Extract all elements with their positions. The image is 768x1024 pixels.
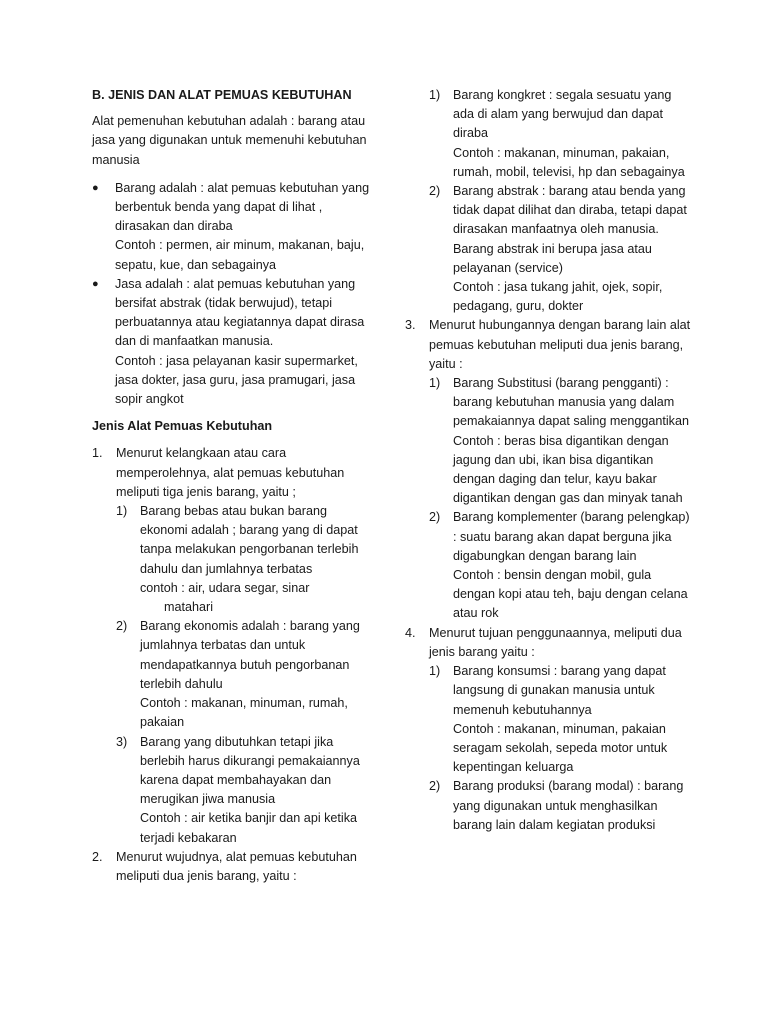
bullet-text: Barang adalah : alat pemuas kebutuhan yang berbentuk benda yang dapat di lihat , dirasakan dan diraba	[115, 180, 370, 234]
item-text: Menurut kelangkaan atau cara memperolehnya, alat pemuas kebutuhan meliputi tiga jenis barang, yaitu ;	[116, 446, 345, 499]
sub-item-text: Barang ekonomis adalah : barang yang jumlahnya terbatas dan untuk mendapatkannya butuh pengorbanan terlebih dahulu	[140, 619, 360, 691]
intro-paragraph: Alat pemenuhan kebutuhan adalah : barang atau jasa yang digunakan untuk memenuhi kebutuhan manusia	[92, 114, 367, 167]
sub-item-example: Contoh : bensin dengan mobil, gula dengan kopi atau teh, baju dengan celana atau rok	[453, 568, 688, 621]
sub-item-number: 1)	[429, 88, 441, 102]
sub-item-2	[429, 777, 695, 835]
sub-item-text: Barang Substitusi (barang pengganti) : barang kebutuhan manusia yang dalam pemakaiannya dapat saling menggantikan	[453, 376, 689, 429]
sub-item-2	[429, 182, 695, 316]
sub-item-example: Contoh : makanan, minuman, pakaian, rumah, mobil, televisi, hp dan sebagainya	[453, 145, 685, 179]
bullet-item-jasa	[92, 275, 374, 409]
sub-item-2	[116, 617, 374, 732]
sub-item-number: 1)	[429, 664, 441, 679]
bullet-text: Jasa adalah : alat pemuas kebutuhan yang bersifat abstrak (tidak berwujud), tetapi perbuatannya atau kegiatannya dapat dirasa dan di manfaatkan manusia.	[115, 276, 365, 349]
numbered-item-3	[405, 316, 695, 623]
numbered-item-2	[92, 848, 374, 886]
sub-item-number: 2)	[429, 510, 441, 525]
sub-item-number: 2)	[429, 779, 441, 794]
sub-item-number: 2)	[429, 184, 441, 199]
item-number: 4.	[405, 625, 416, 640]
sub-item-example: Contoh : makanan, minuman, rumah, pakaian	[140, 696, 348, 730]
item-text: Menurut wujudnya, alat pemuas kebutuhan meliputi dua jenis barang, yaitu :	[116, 849, 357, 883]
sub-item-example-continued: matahari	[164, 600, 213, 615]
bullet-icon: ●	[92, 181, 99, 194]
right-column	[405, 86, 695, 835]
sub-item-1	[429, 86, 695, 182]
item-number: 3.	[405, 318, 416, 333]
sub-item-example: Contoh : makanan, minuman, pakaian seragam sekolah, sepeda motor untuk kepentingan keluarga	[453, 721, 668, 775]
item-2-continuation	[405, 86, 695, 316]
sub-item-number: 1)	[429, 376, 441, 391]
bullet-example: Contoh : permen, air minum, makanan, baju, sepatu, kue, dan sebagainya	[115, 238, 365, 272]
sub-item-3	[116, 733, 374, 848]
left-column	[92, 86, 374, 886]
sub-item-1	[429, 662, 695, 777]
sub-item-text: Barang abstrak : barang atau benda yang tidak dapat dilihat dan diraba, tetapi dapat dirasakan manfaatnya oleh manusia. Barang abstrak ini berupa jasa atau pelayanan (service)	[453, 184, 687, 275]
item-text: Menurut tujuan penggunaannya, meliputi dua jenis barang yaitu :	[429, 625, 682, 659]
sub-item-text: Barang yang dibutuhkan tetapi jika berlebih harus dikurangi pemakaiannya karena dapat membahayakan dan merugikan jiwa manusia	[140, 734, 360, 807]
sub-item-number: 2)	[116, 619, 128, 634]
item-number: 2.	[92, 849, 103, 864]
sub-item-example: Contoh : jasa tukang jahit, ojek, sopir, pedagang, guru, dokter	[453, 280, 663, 314]
sub-item-example: contoh : air, udara segar, sinar	[140, 580, 310, 595]
subsection-heading: Jenis Alat Pemuas Kebutuhan	[92, 419, 273, 434]
section-heading: B. JENIS DAN ALAT PEMUAS KEBUTUHAN	[92, 88, 352, 102]
sub-item-text: Barang bebas atau bukan barang ekonomi adalah ; barang yang di dapat tanpa melakukan pengorbanan terlebih dahulu dan jumlahnya terbatas	[140, 504, 359, 576]
item-number: 1.	[92, 446, 103, 461]
sub-item-text: Barang konsumsi : barang yang dapat langsung di gunakan manusia untuk memenuh kebutuhannya	[453, 664, 666, 717]
bullet-icon: ●	[92, 277, 99, 290]
bullet-item-barang	[92, 179, 374, 275]
sub-item-example: Contoh : air ketika banjir dan api ketika terjadi kebakaran	[140, 811, 358, 845]
sub-item-number: 3)	[116, 734, 128, 749]
sub-item-text: Barang produksi (barang modal) : barang yang digunakan untuk menghasilkan barang lain dalam kegiatan produksi	[453, 779, 684, 832]
sub-item-2	[429, 508, 695, 623]
bullet-example: Contoh : jasa pelayanan kasir supermarket, jasa dokter, jasa guru, jasa pramugari, jasa sopir angkot	[115, 353, 358, 407]
sub-item-number: 1)	[116, 504, 128, 519]
sub-item-example: Contoh : beras bisa digantikan dengan jagung dan ubi, ikan bisa digantikan dengan daging dan telur, kayu bakar digantikan dengan gas dan minyak tanah	[453, 433, 683, 506]
sub-item-1	[429, 374, 695, 508]
numbered-item-1	[92, 444, 374, 847]
sub-item-text: Barang komplementer (barang pelengkap) : suatu barang akan dapat berguna jika digabungkan dengan barang lain	[453, 510, 690, 563]
sub-item-text: Barang kongkret : segala sesuatu yang ada di alam yang berwujud dan dapat diraba	[453, 88, 672, 141]
numbered-item-4	[405, 624, 695, 835]
item-text: Menurut hubungannya dengan barang lain alat pemuas kebutuhan meliputi dua jenis barang, yaitu :	[429, 318, 691, 371]
sub-item-1	[116, 502, 374, 617]
